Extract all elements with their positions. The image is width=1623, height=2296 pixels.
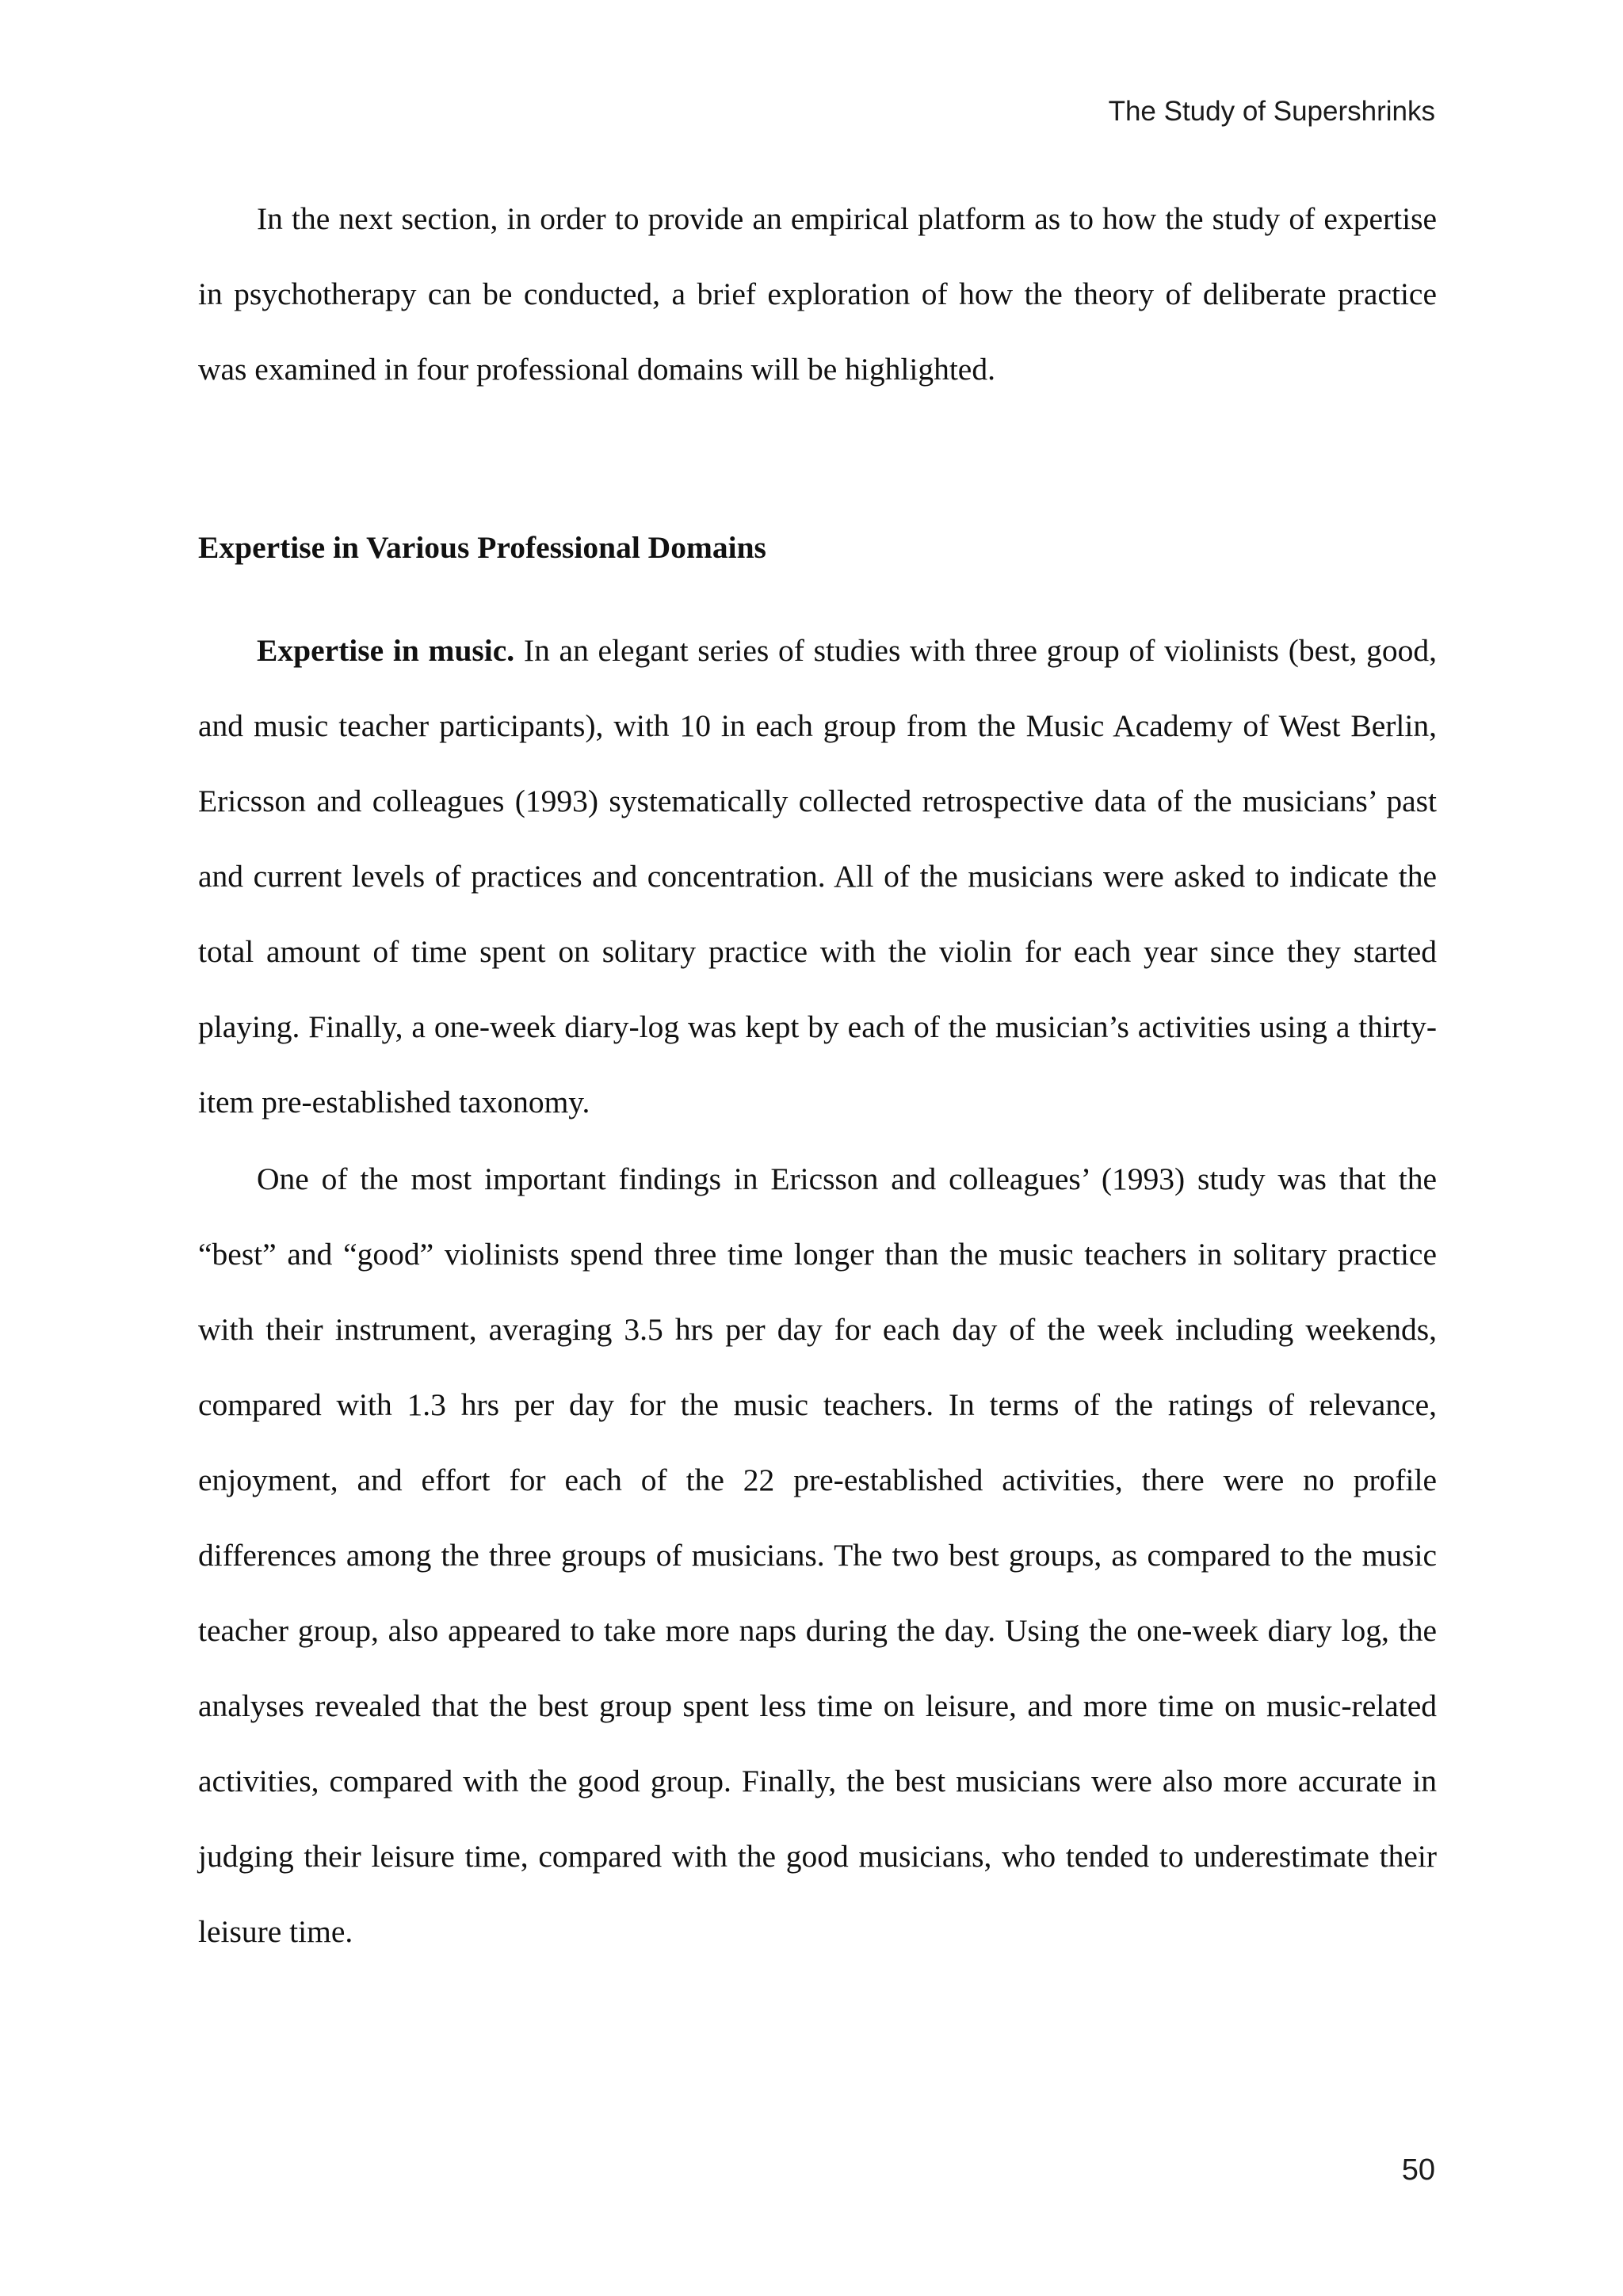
music-run-in-heading: Expertise in music. — [257, 633, 515, 668]
music-paragraph-2: One of the most important findings in Ericsson and colleagues’ (1993) study was that the “best” and “good” violinists spend three time longer than the music teachers in solitary practice with their instrument, averaging 3.5 hrs per day for each day of the week including weekends, compared with 1.3 hrs per day for the music teachers. In terms of the ratings of relevance, enjoyment, and effort for each of the 22 pre-established activities, there were no profile differences among the three groups of musicians. The two best groups, as compared to the music teacher group, also appeared to take more naps during the day. Using the one-week diary log, the analyses revealed that the best group spent less time on leisure, and more time on music-related activities, compared with the good group. Finally, the best musicians were also more accurate in judging their leisure time, compared with the good musicians, who tended to underestimate their leisure time. — [198, 1161, 1437, 1949]
running-head: The Study of Supershrinks — [1108, 96, 1435, 127]
music-section — [198, 613, 1437, 1970]
intro-block — [198, 181, 1437, 407]
intro-paragraph: In the next section, in order to provide an empirical platform as to how the study of expertise in psychotherapy can be conducted, a brief exploration of how the theory of deliberate practice was examined in four professional domains will be highlighted. — [198, 201, 1437, 387]
page-number: 50 — [1401, 2153, 1435, 2187]
music-paragraph-1 — [198, 613, 1437, 1140]
section-heading: Expertise in Various Professional Domains — [198, 530, 766, 565]
music-paragraph-1-text: In an elegant series of studies with three group of violinists (best, good, and music teacher participants), with 10 in each group from the Music Academy of West Berlin, Ericsson and colleagues (1993) systematically collected retrospective data of the musicians’ past and current levels of practices and concentration. All of the musicians were asked to indicate the total amount of time spent on solitary practice with the violin for each year since they started playing. Finally, a one-week diary-log was kept by each of the musician’s activities using a thirty-item pre-established taxonomy. — [198, 633, 1438, 1119]
